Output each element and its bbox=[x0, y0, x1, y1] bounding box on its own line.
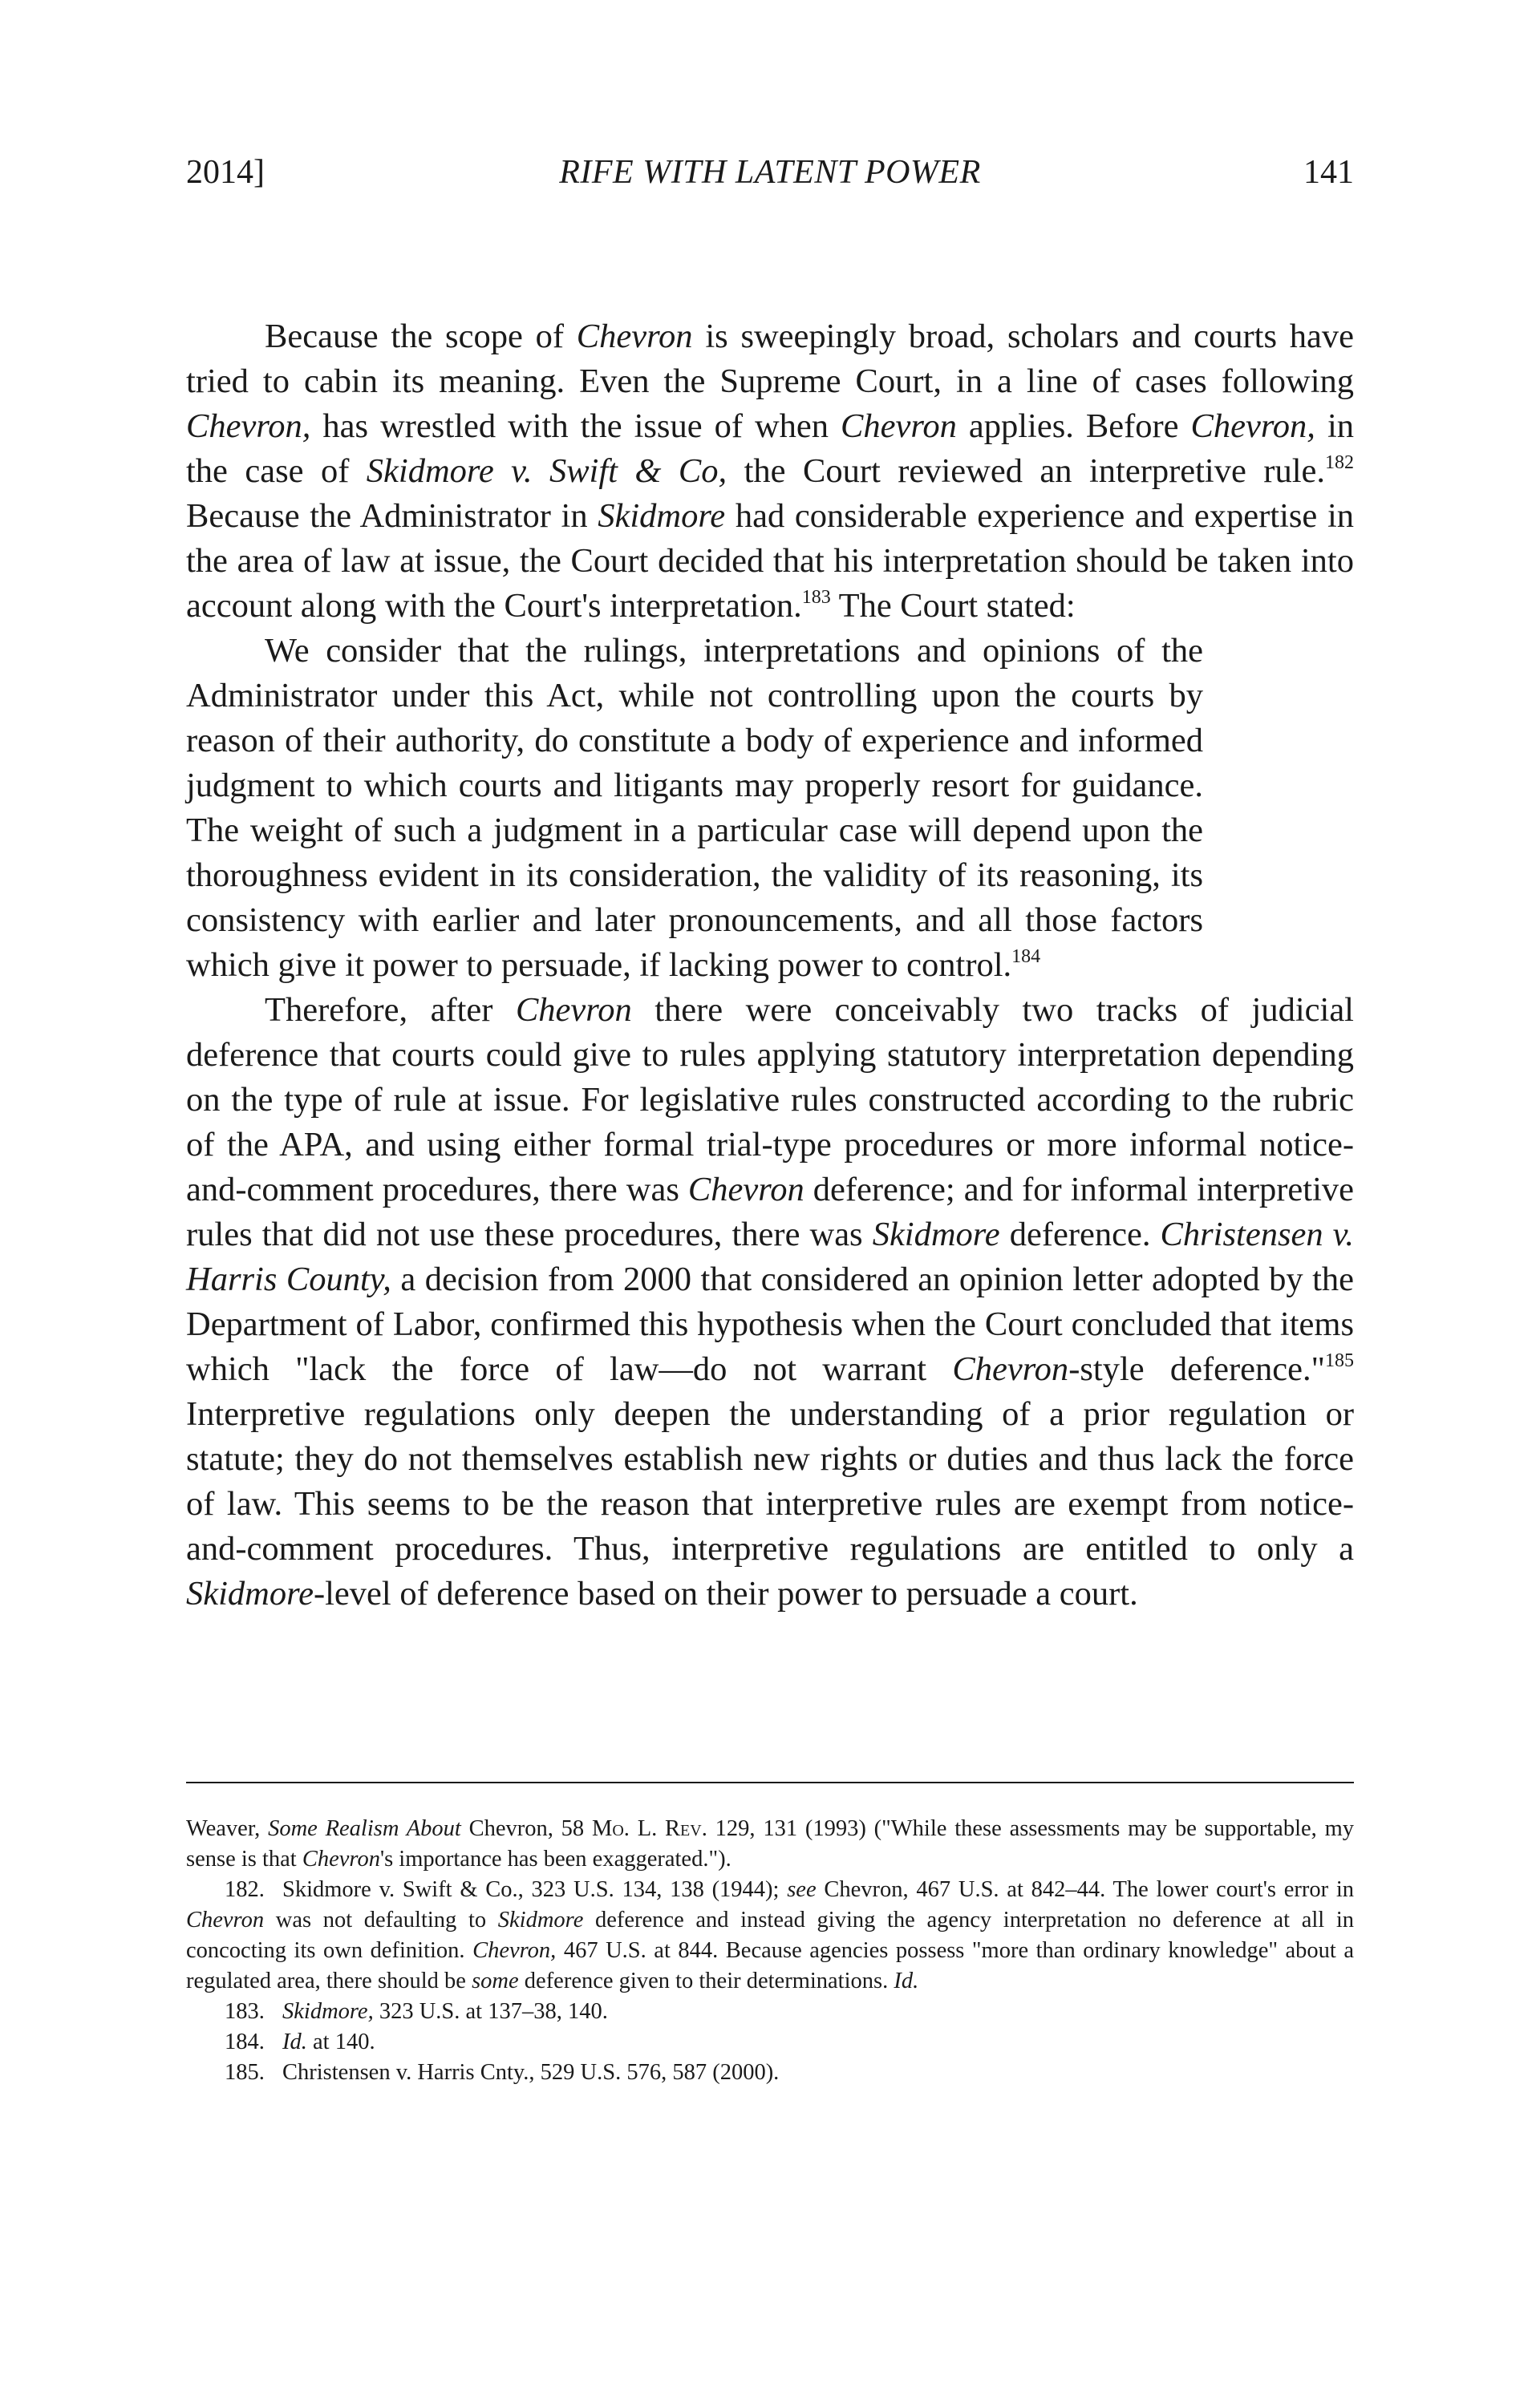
text-run: The Court stated: bbox=[830, 587, 1076, 625]
text-run: deference and instead giving the agency interpretation no deference at all in concocting its own definition. bbox=[186, 1908, 1354, 1963]
footnote-continuation bbox=[186, 1814, 1354, 1875]
text-run: Interpretive regulations only deepen the understanding of a prior regulation or statute; they do not themselves establish new rights or duties and thus lack the force of law. This seems to be the reason that interpretive rules are exempt from notice-and-comment procedures. Thus, interpretive regulations are entitled to only a bbox=[186, 1395, 1354, 1568]
paragraph-1 bbox=[186, 314, 1354, 629]
text-run: 323 U.S. at 137–38, 140. bbox=[373, 1999, 608, 2024]
text-run: 129, 131 (1993) ("While these assessments may be supportable, my sense is that bbox=[186, 1816, 1354, 1872]
header-article-title: RIFE WITH LATENT POWER bbox=[559, 154, 981, 191]
footnote-183 bbox=[186, 1997, 1354, 2027]
text-run: Chevron, 467 U.S. at 842–44. The lower court's error in bbox=[816, 1877, 1354, 1902]
footnote-divider bbox=[186, 1782, 1354, 1783]
text-run: was not defaulting to bbox=[264, 1908, 498, 1932]
text-run: at 140. bbox=[306, 2030, 375, 2054]
signal-italic: see bbox=[787, 1877, 817, 1902]
case-name: Skidmore bbox=[497, 1908, 584, 1932]
main-text bbox=[186, 314, 1354, 1617]
text-run: there were conceivably two tracks of judicial deference that courts could give to rules applying statutory interpretation depending on the type of rule at issue. For legislative rules constructed according to the rubric of the APA, and using either formal trial-type procedures or more informal notice-and-comment procedures, there was bbox=[186, 991, 1354, 1208]
paragraph-2 bbox=[186, 988, 1354, 1617]
case-name: Skidmore bbox=[598, 497, 726, 535]
footnote-ref-183[interactable]: 183 bbox=[801, 587, 831, 608]
case-name: Skidmore bbox=[186, 1575, 314, 1613]
text-run: had considerable experience and expertise in the area of law at issue, the Court decided that his interpretation should be taken into account along with the Court's interpretation. bbox=[186, 497, 1354, 625]
text-run: Christensen v. Harris Cnty., 529 U.S. 576, 587 (2000). bbox=[282, 2060, 780, 2085]
footnote-184 bbox=[186, 2027, 1354, 2058]
footnote-182 bbox=[186, 1875, 1354, 1997]
footnote-number: 185. bbox=[225, 2060, 265, 2085]
header-volume-year: 2014] bbox=[186, 154, 265, 191]
text-run: Weaver, bbox=[186, 1816, 269, 1841]
footnote-number: 184. bbox=[225, 2030, 265, 2054]
case-name: Skidmore bbox=[872, 1216, 1000, 1253]
running-header bbox=[186, 144, 1354, 200]
id-citation: Id. bbox=[282, 2030, 307, 2054]
footnote-ref-184[interactable]: 184 bbox=[1011, 946, 1041, 967]
text-run: a decision from 2000 that considered an opinion letter adopted by the Department of Labor, confirmed this hypothesis when the Court concluded that items which "lack the force of law—do not warrant bbox=[186, 1261, 1355, 1388]
case-name: Chevron bbox=[687, 1171, 804, 1208]
text-run: in the case of bbox=[186, 407, 1355, 490]
text-run: Skidmore v. Swift & Co., 323 U.S. 134, 138 (1944); bbox=[282, 1877, 788, 1902]
footnotes bbox=[186, 1814, 1354, 2088]
case-name: Chevron, bbox=[186, 407, 311, 445]
title-italic: Some Realism About bbox=[268, 1816, 461, 1841]
case-name: Chevron bbox=[576, 318, 693, 355]
case-name: Chevron bbox=[515, 991, 632, 1029]
text-run: the Court reviewed an interpretive rule. bbox=[727, 452, 1325, 490]
case-name: Chevron bbox=[186, 1908, 265, 1932]
text-run: -level of deference based on their power to persuade a court. bbox=[313, 1575, 1138, 1613]
block-quote bbox=[186, 629, 1203, 988]
footnote-number: 183. bbox=[225, 1999, 265, 2024]
text-run: applies. Before bbox=[956, 407, 1191, 445]
case-name: Chevron, bbox=[1190, 407, 1315, 445]
quote-text: We consider that the rulings, interpretations and opinions of the Administrator under this Act, while not controlling upon the courts by reason of their authority, do constitute a body of experience and informed judgment to which courts and litigants may properly resort for guidance. The weight of such a judgment in a particular case will depend upon the thoroughness evident in its consideration, the validity of its reasoning, its consistency with earlier and later pronouncements, and all those factors which give it power to persuade, if lacking power to control. bbox=[186, 632, 1203, 984]
text-run: deference. bbox=[999, 1216, 1161, 1253]
text-run: deference given to their determinations. bbox=[518, 1969, 894, 1993]
text-run: -style deference." bbox=[1068, 1350, 1325, 1388]
text-run: deference; and for informal interpretive rules that did not use these procedures, there was bbox=[186, 1171, 1354, 1253]
text-run: Chevron, 58 bbox=[460, 1816, 592, 1841]
case-name: Skidmore v. Swift & Co, bbox=[366, 452, 727, 490]
case-name: Christensen v. Harris County, bbox=[186, 1216, 1355, 1298]
journal-abbrev: Mo. L. Rev. bbox=[592, 1816, 707, 1841]
text-run: is sweepingly broad, scholars and courts have tried to cabin its meaning. Even the Supreme Court, in a line of cases following bbox=[186, 318, 1354, 400]
text-run: 's importance has been exaggerated."). bbox=[379, 1847, 732, 1872]
text-run: Because the Administrator in bbox=[186, 497, 598, 535]
footnote-ref-185[interactable]: 185 bbox=[1325, 1350, 1354, 1371]
case-name: Chevron bbox=[302, 1847, 380, 1872]
case-name: Chevron bbox=[952, 1350, 1069, 1388]
case-name: Chevron bbox=[841, 407, 957, 445]
text-run: has wrestled with the issue of when bbox=[310, 407, 841, 445]
case-name: Chevron, bbox=[472, 1938, 557, 1963]
footnote-185 bbox=[186, 2058, 1354, 2088]
page-number: 141 bbox=[1303, 154, 1354, 191]
footnote-ref-182[interactable]: 182 bbox=[1325, 452, 1354, 473]
text-run: 467 U.S. at 844. Because agencies possess "more than ordinary knowledge" about a regulated area, there should be bbox=[186, 1938, 1355, 1993]
id-citation: Id. bbox=[894, 1969, 919, 1993]
emphasis: some bbox=[472, 1969, 519, 1993]
footnote-number: 182. bbox=[225, 1877, 265, 1902]
case-name: Skidmore, bbox=[282, 1999, 374, 2024]
text-run: Therefore, after bbox=[265, 991, 516, 1029]
text-run: Because the scope of bbox=[265, 318, 577, 355]
